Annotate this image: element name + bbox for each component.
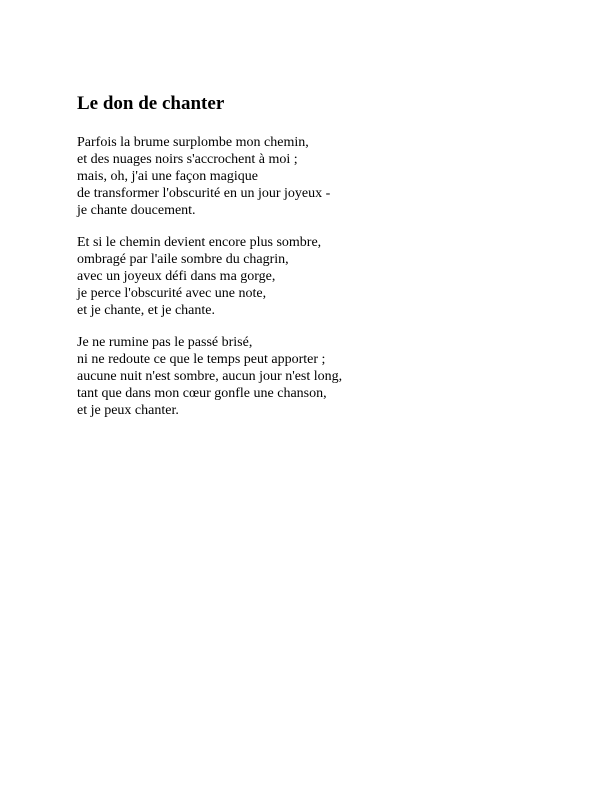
poem-line: ombragé par l'aile sombre du chagrin, xyxy=(77,252,289,267)
poem-line: je perce l'obscurité avec une note, xyxy=(77,286,267,301)
document-page xyxy=(77,92,557,434)
poem-line: je chante doucement. xyxy=(77,203,196,218)
poem-line: Je ne rumine pas le passé brisé, xyxy=(77,335,253,350)
poem-line: et je peux chanter. xyxy=(77,403,179,418)
poem-line: Parfois la brume surplombe mon chemin, xyxy=(77,135,309,150)
poem-title: Le don de chanter xyxy=(77,93,225,114)
poem-line: tant que dans mon cœur gonfle une chanson, xyxy=(77,386,327,401)
poem-line: et des nuages noirs s'accrochent à moi ; xyxy=(77,152,298,167)
poem-line: Et si le chemin devient encore plus sombre, xyxy=(77,235,322,250)
poem-line: avec un joyeux défi dans ma gorge, xyxy=(77,269,276,284)
poem-line: et je chante, et je chante. xyxy=(77,303,215,318)
stanza-1 xyxy=(77,134,557,219)
poem-line: mais, oh, j'ai une façon magique xyxy=(77,169,258,184)
poem-line: de transformer l'obscurité en un jour joyeux - xyxy=(77,186,331,201)
poem-line: aucune nuit n'est sombre, aucun jour n'est long, xyxy=(77,369,343,384)
stanza-3 xyxy=(77,334,557,419)
poem-line: ni ne redoute ce que le temps peut apporter ; xyxy=(77,352,326,367)
stanza-2 xyxy=(77,234,557,319)
